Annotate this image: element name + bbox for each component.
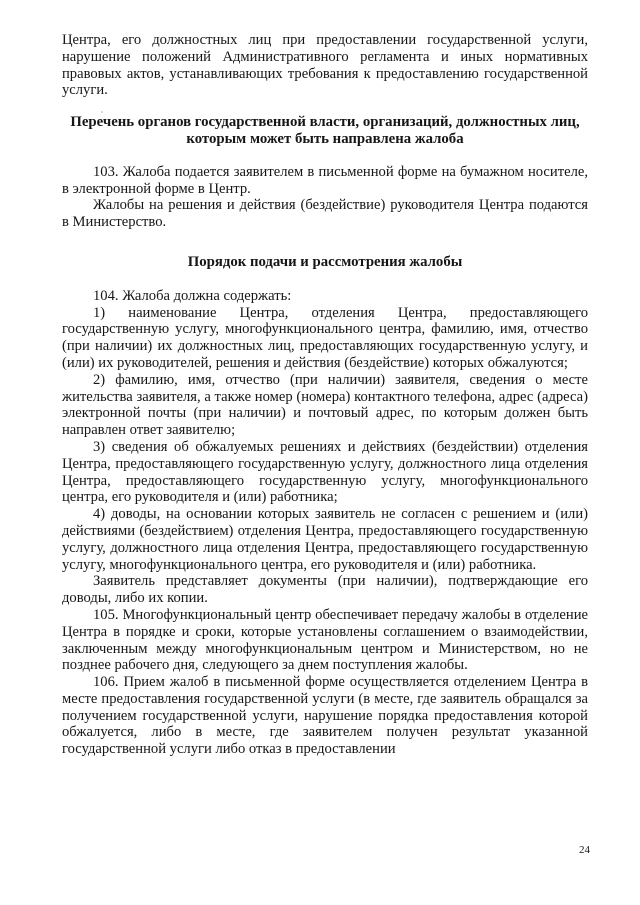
paragraph-106: 106. Прием жалоб в письменной форме осуществляется отделением Центра в месте предоставления государственной услуги (в месте, где заявитель обращался за получением государственной услуги, нарушение порядка предоставления которой обжалуется, либо в месте, где заявителем получен результат указанной государственной услуги либо отказ в предоставлении (62, 674, 588, 758)
list-item-1: 1) наименование Центра, отделения Центра, предоставляющего государственную услугу, многофункционального центра, фамилию, имя, отчество (при наличии) их должностных лиц, предоставляющих государственную услугу, и (или) их руководителей, решения и действия (бездействие) которых обжалуются; (62, 304, 588, 371)
section-heading-complaint-procedure: Порядок подачи и рассмотрения жалобы (187, 253, 463, 270)
section1-body (62, 164, 588, 231)
list-item-3: 3) сведения об обжалуемых решениях и действиях (бездействии) отделения Центра, предоставляющего государственную услугу, должностного лица отделения Центра, предоставляющего государственную услугу, многофункционального центра, его руководителя и (или) работника; (62, 438, 588, 506)
document-body (62, 32, 588, 758)
section-heading-complaint-recipients: Перечень органов государственной власти, организаций, должностных лиц, которым может быть направлена жалоба (70, 114, 580, 147)
list-item-2: 2) фамилию, имя, отчество (при наличии) заявителя, сведения о месте жительства заявителя, а также номер (номера) контактного телефона, адрес (адреса) электронной почты (при наличии) и почтовый адрес, по которым должен быть направлен ответ заявителю; (62, 371, 588, 439)
list-item-4: 4) доводы, на основании которых заявитель не согласен с решением и (или) действиями (бездействием) отделения Центра, предоставляющего государственную услугу, должностного лица отделения Центра, предоставляющего государственную услугу, многофункционального центра, его руководителя и (или) работника. (62, 506, 588, 573)
section2-body (62, 288, 588, 758)
paragraph-103: 103. Жалоба подается заявителем в письменной форме на бумажном носителе, в электронной форме в Центр. (62, 163, 588, 197)
paragraph-104: 104. Жалоба должна содержать: (93, 287, 292, 304)
page-number: 24 (579, 844, 590, 856)
paragraph-105: 105. Многофункциональный центр обеспечивает передачу жалобы в отделение Центра в порядке и сроки, которые установлены соглашением о взаимодействии, заключенным между многофункциональным центром и Министерством, но не позднее рабочего дня, следующего за днем поступления жалобы. (62, 606, 588, 674)
paragraph-head-complaints: Жалобы на решения и действия (бездействие) руководителя Центра подаются в Министерство. (62, 197, 588, 231)
paragraph-supporting-documents: Заявитель представляет документы (при наличии), подтверждающие его доводы, либо их копии. (62, 573, 588, 607)
intro-paragraph: Центра, его должностных лиц при предоставлении государственной услуги, нарушение положений Административного регламента и иных нормативных правовых актов, устанавливающих требования к предоставлению государственной услуги. (62, 32, 588, 99)
